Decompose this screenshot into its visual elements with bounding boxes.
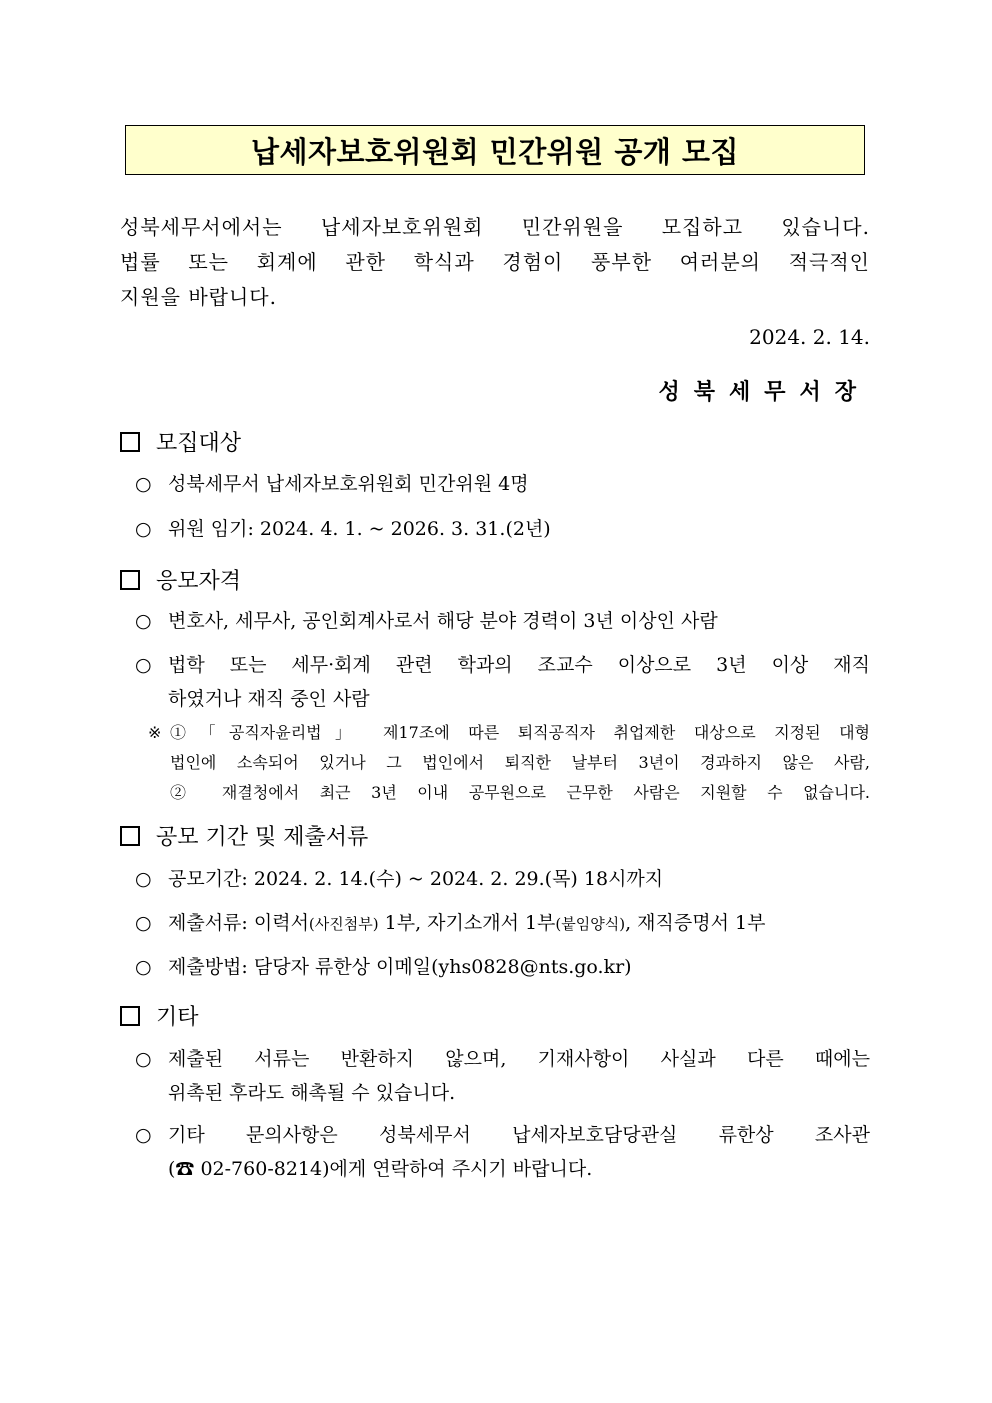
list-item-line: 제출된 서류는 반환하지 않으며, 기재사항이 사실과 다른 때에는 [168,1048,870,1070]
signer-name: 성북세무서장 [658,379,870,405]
note-text [170,718,870,808]
note-mark: ※ [148,723,162,742]
list-item-text: 성북세무서 납세자보호위원회 민간위원 4명 [168,473,529,495]
list-item-line: 하였거나 재직 중인 사람 [168,688,370,710]
list-item-text [168,1118,870,1186]
intro-paragraph [120,210,870,315]
list-item-line: 기타 문의사항은 성북세무서 납세자보호담당관실 류한상 조사관 [168,1124,870,1146]
bullet-icon: ○ [135,1048,152,1070]
list-item [135,467,870,501]
section-title: 공모 기간 및 제출서류 [156,825,369,850]
section-title: 모집대상 [156,431,242,456]
eligibility-note [148,718,870,808]
list-item-line: 법학 또는 세무·회계 관련 학과의 조교수 이상으로 3년 이상 재직 [168,654,870,676]
list-item [135,512,870,546]
note-line: ② 재결청에서 최근 3년 이내 공무원으로 근무한 사람은 지원할 수 없습니다. [170,783,870,802]
page-title: 납세자보호위원회 민간위원 공개 모집 [250,134,739,169]
section-heading-etc [120,1000,199,1031]
intro-line: 지원을 바랍니다. [120,285,277,309]
list-item-text [168,906,870,941]
bullet-icon: ○ [135,610,152,632]
list-item [135,950,870,984]
checkbox-icon [120,570,140,590]
intro-line: 성북세무서에서는 납세자보호위원회 민간위원을 모집하고 있습니다. [120,215,870,239]
bullet-icon: ○ [135,912,152,934]
list-item [135,862,870,896]
list-item-text: 제출방법: 담당자 류한상 이메일(yhs0828@nts.go.kr) [168,956,632,978]
section-title: 기타 [156,1005,199,1030]
list-item-text: 공모기간: 2024. 2. 14.(수) ~ 2024. 2. 29.(목) 18시까지 [168,868,664,890]
checkbox-icon [120,826,140,846]
list-item-text: 위원 임기: 2024. 4. 1. ~ 2026. 3. 31.(2년) [168,518,551,540]
list-item-segment: 제출서류: 이력서 [168,912,309,934]
list-item [135,648,870,716]
bullet-icon: ○ [135,654,152,676]
section-heading-period [120,820,368,851]
list-item-text [168,648,870,716]
list-item-line: (☎ 02-760-8214)에게 연락하여 주시기 바랍니다. [168,1158,593,1180]
bullet-icon: ○ [135,868,152,890]
announcement-date: 2024. 2. 14. [749,325,870,349]
list-item [135,604,870,638]
list-item-segment: (사진첨부) [308,915,379,933]
title-banner [125,125,865,175]
list-item [135,1118,870,1186]
note-line: 법인에 소속되어 있거나 그 법인에서 퇴직한 날부터 3년이 경과하지 않은 사람, [170,753,870,772]
bullet-icon: ○ [135,956,152,978]
list-item-segment: 1부, 자기소개서 1부 [378,912,556,934]
list-item-segment: , 재직증명서 1부 [625,912,766,934]
list-item-segment: (붙임양식) [555,915,626,933]
list-item-text [168,1042,870,1110]
bullet-icon: ○ [135,473,152,495]
intro-line: 법률 또는 회계에 관한 학식과 경험이 풍부한 여러분의 적극적인 [120,250,870,274]
list-item-line: 위촉된 후라도 해촉될 수 있습니다. [168,1082,456,1104]
note-line: ①「공직자윤리법」 제17조에 따른 퇴직공직자 취업제한 대상으로 지정된 대형 [170,723,870,742]
bullet-icon: ○ [135,1124,152,1146]
list-item [135,906,870,941]
section-heading-target [120,426,241,457]
bullet-icon: ○ [135,518,152,540]
section-heading-qualification [120,564,241,595]
section-title: 응모자격 [156,569,242,594]
list-item [135,1042,870,1110]
checkbox-icon [120,1006,140,1026]
checkbox-icon [120,432,140,452]
list-item-text: 변호사, 세무사, 공인회계사로서 해당 분야 경력이 3년 이상인 사람 [168,610,718,632]
